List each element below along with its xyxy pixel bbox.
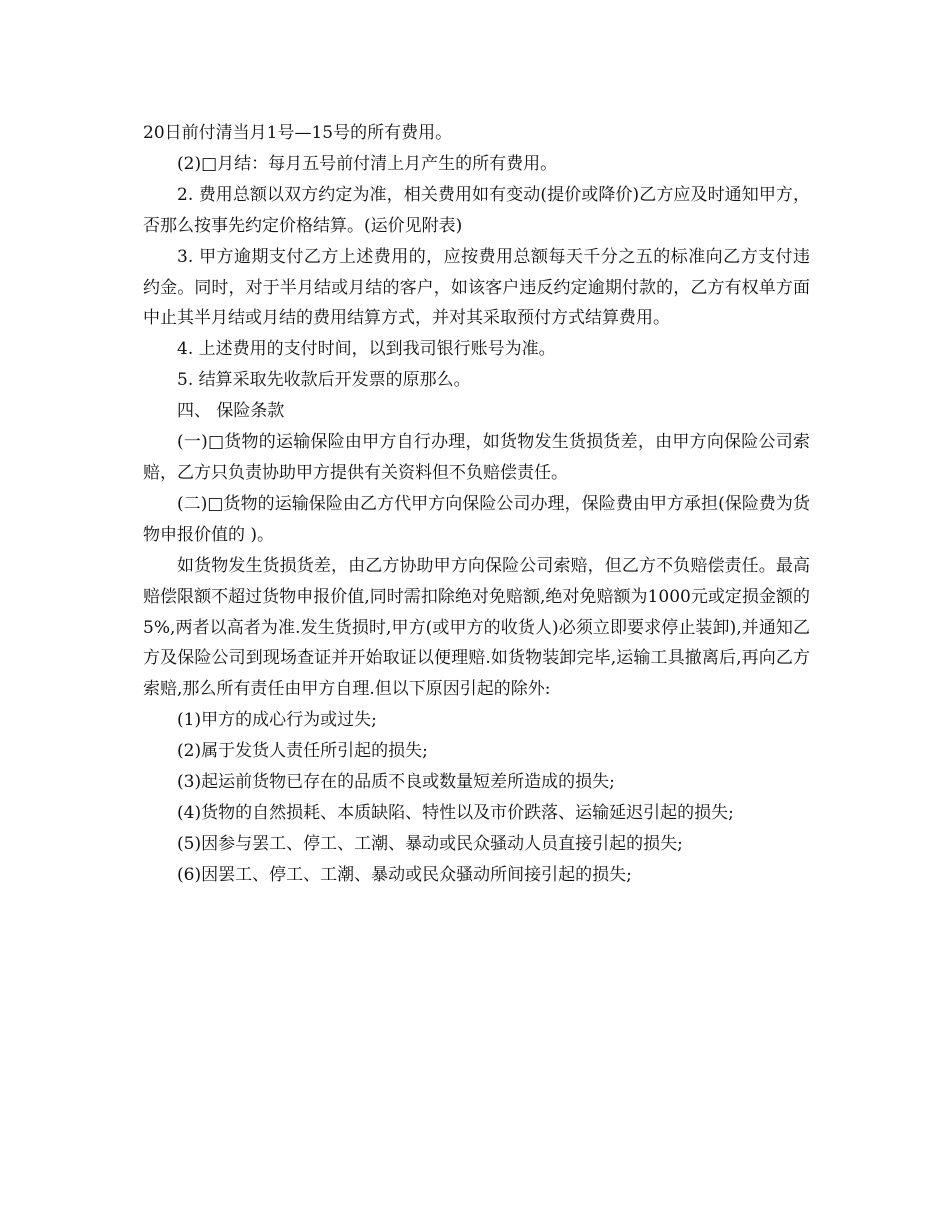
- paragraph: 如货物发生货损货差，由乙方协助甲方向保险公司索赔，但乙方不负赔偿责任。最高赔偿限额不超过货物申报价值,同时需扣除绝对免赔额,绝对免赔额为1000元或定损金额的5%,两者以高者为准.发生货损时,甲方(或甲方的收货人)必须立即要求停止装卸),并通知乙方及保险公司到现场查证并开始取证以便理赔.如货物装卸完毕,运输工具撤离后,再向乙方索赔,那么所有责任由甲方自理.但以下原因引起的除外:: [143, 555, 810, 700]
- paragraph: (二)□货物的运输保险由乙方代甲方向保险公司办理，保险费由甲方承担(保险费为货物申报价值的 )。: [143, 493, 810, 545]
- paragraph: 2. 费用总额以双方约定为准，相关费用如有变动(提价或降价)乙方应及时通知甲方，否那么按事先约定价格结算。(运价见附表): [143, 184, 810, 236]
- list-item: (2)属于发货人责任所引起的损失;: [177, 741, 428, 762]
- list-item: (4)货物的自然损耗、本质缺陷、特性以及市价跌落、运输延迟引起的损失;: [177, 802, 734, 823]
- paragraph: (一)□货物的运输保险由甲方自行办理，如货物发生货损货差，由甲方向保险公司索赔，乙方只负责协助甲方提供有关资料但不负赔偿责任。: [143, 432, 810, 483]
- list-item: (3)起运前货物已存在的品质不良或数量短差所造成的损失;: [177, 772, 615, 793]
- paragraph: 5. 结算采取先收款后开发票的原那么。: [177, 370, 471, 391]
- paragraph: 3. 甲方逾期支付乙方上述费用的，应按费用总额每天千分之五的标准向乙方支付违约金。同时，对于半月结或月结的客户，如该客户违反约定逾期付款的，乙方有权单方面中止其半月结或月结的费用结算方式，并对其采取预付方式结算费用。: [143, 246, 810, 329]
- list-item: (1)甲方的成心行为或过失;: [177, 710, 377, 731]
- paragraph: 20日前付清当月1号—15号的所有费用。: [143, 123, 453, 143]
- paragraph: 4. 上述费用的支付时间，以到我司银行账号为准。: [177, 339, 556, 360]
- list-item: (5)因参与罢工、停工、工潮、暴动或民众骚动人员直接引起的损失;: [177, 833, 683, 854]
- paragraph: (2)□月结：每月五号前付清上月产生的所有费用。: [177, 153, 558, 174]
- list-item: (6)因罢工、停工、工潮、暴动或民众骚动所间接引起的损失;: [177, 864, 632, 885]
- section-heading: 四、 保险条款: [177, 401, 285, 422]
